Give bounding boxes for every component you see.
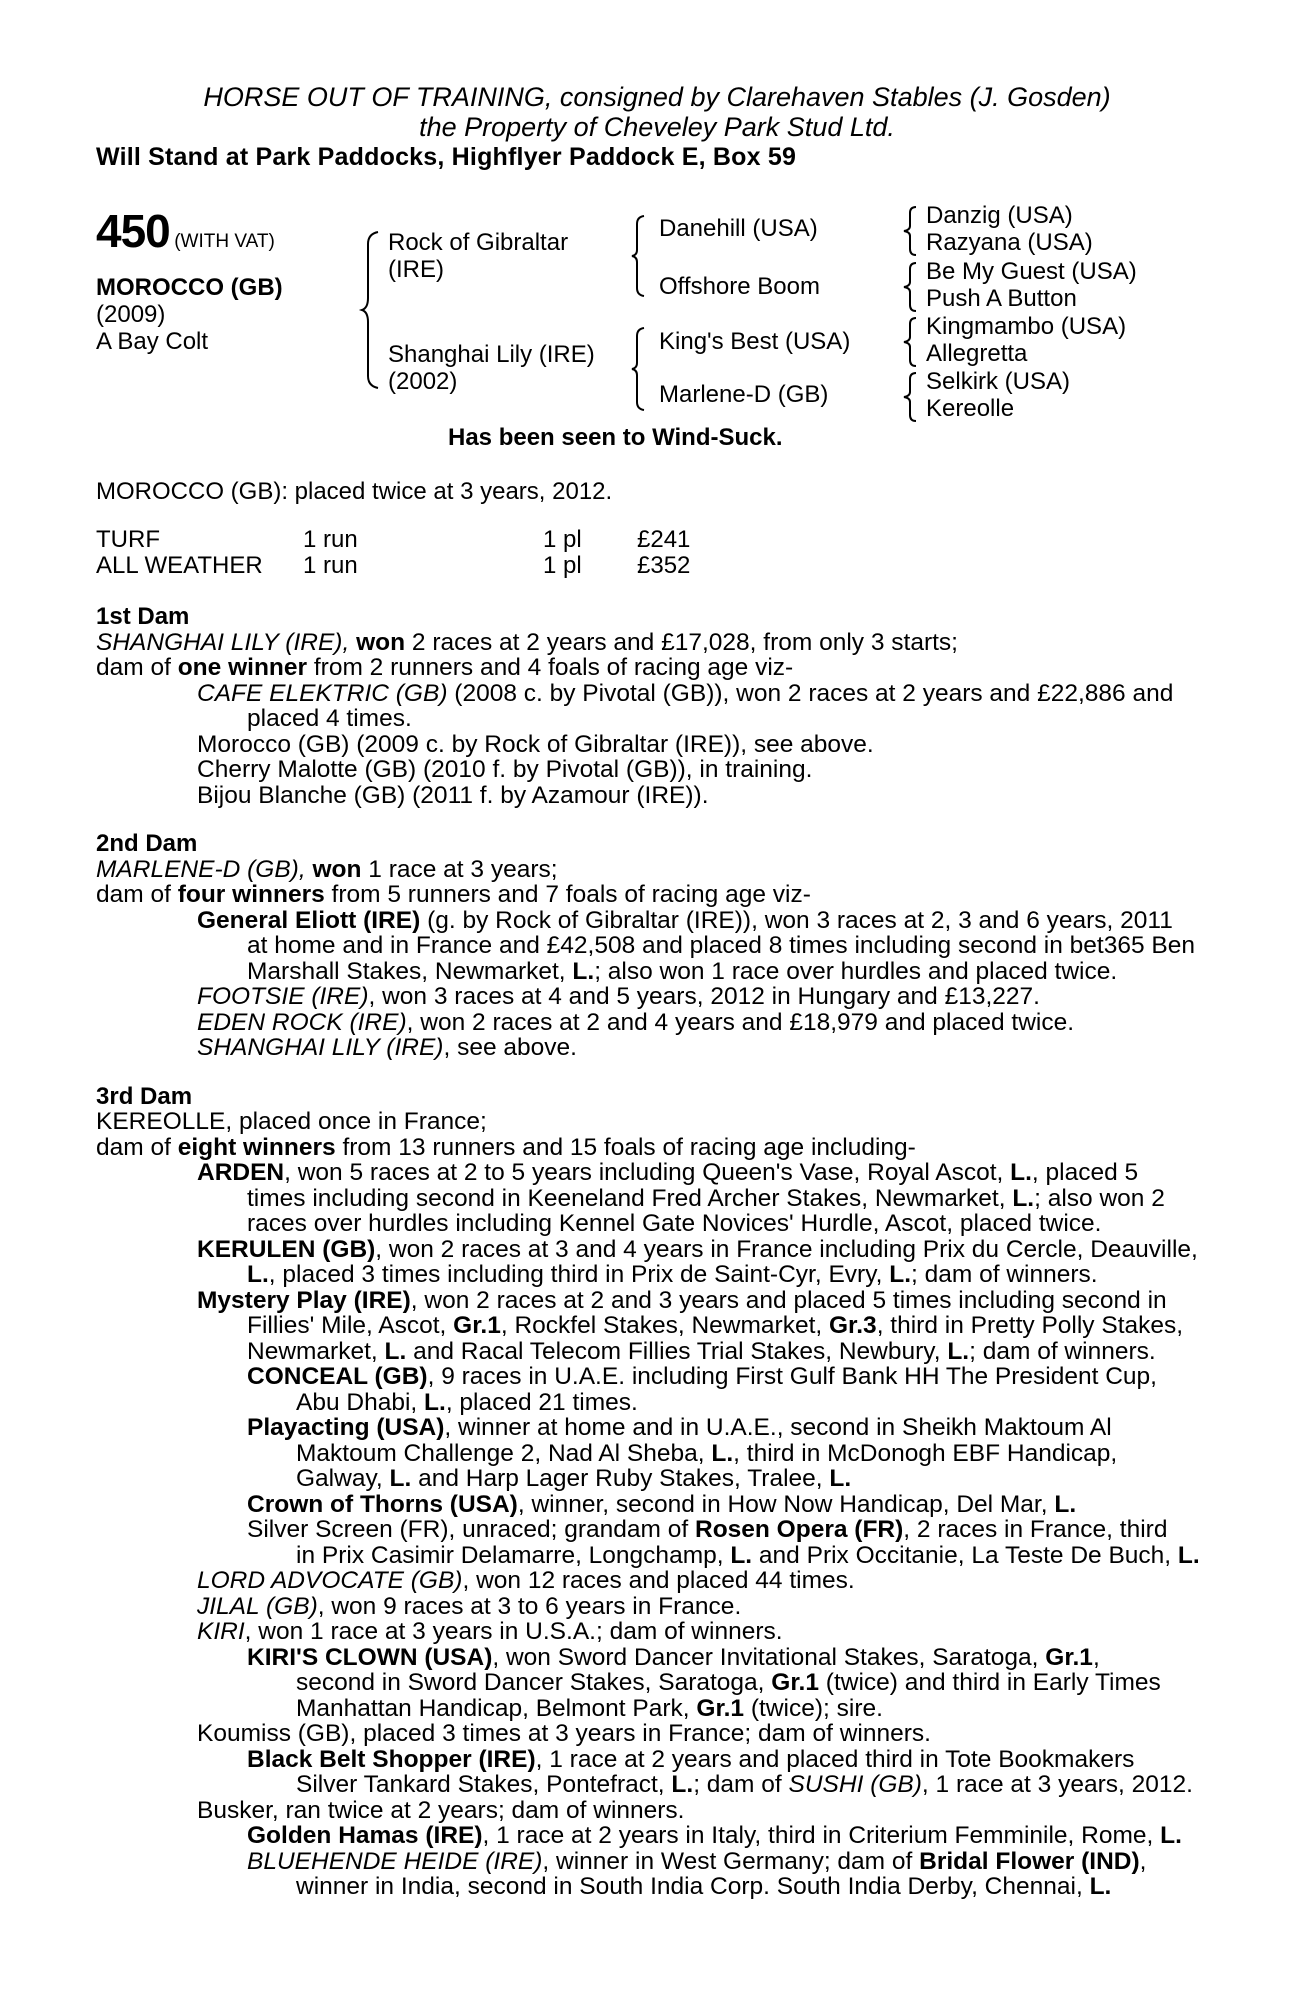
arden-2-c: ; also won 2 (1034, 1184, 1165, 1212)
dam2-line-1 (96, 857, 1206, 883)
dam1-won: won (356, 628, 406, 656)
kc-1-gr1: Gr.1 (1045, 1643, 1093, 1671)
playacting-2-listed: L. (711, 1439, 734, 1467)
bluehende-heide-line-1 (96, 1849, 1206, 1875)
silver-screen-line-2 (96, 1543, 1206, 1569)
dam2-line-5-a: Marshall Stakes, Newmarket, (247, 957, 573, 985)
dam1-line-2-c: from 2 runners and 4 foals of racing age viz- (307, 654, 794, 681)
mp-2-e: , third in Pretty Polly Stakes, (876, 1312, 1184, 1339)
silver-screen-1-c: , 2 races in France, third (903, 1516, 1168, 1543)
rosen-opera-name: Rosen Opera (FR) (695, 1516, 904, 1543)
playacting-3-a: Galway, (296, 1465, 390, 1492)
dam2-line-1-text: 1 race at 3 years; (361, 855, 558, 883)
dam1-line-5: Morocco (GB) (2009 c. by Rock of Gibraltar (IRE)), see above. (197, 730, 874, 758)
horse-year: (2009) (96, 301, 166, 328)
pedigree-dam-year: (2002) (388, 368, 458, 395)
mp-2-a: Fillies' Mile, Ascot, (247, 1312, 454, 1339)
pedigree-ggp-6: Allegretta (926, 340, 1028, 367)
koumiss-line: Koumiss (GB), placed 3 times at 3 years in France; dam of winners. (197, 1720, 931, 1747)
kc-2-gr1: Gr.1 (771, 1669, 819, 1696)
black-belt-line-2 (96, 1772, 1206, 1798)
bh-1-d: , (1139, 1847, 1147, 1875)
dam2-line-2 (96, 882, 1206, 908)
conceal-name: CONCEAL (GB) (247, 1363, 428, 1390)
kc-1-b: , won Sword Dancer Invitational Stakes, Saratoga, (492, 1643, 1046, 1671)
dam2-won: won (312, 855, 362, 883)
dam3-winners: eight winners (177, 1133, 336, 1161)
kerulen-line-2 (96, 1262, 1206, 1288)
pedigree-ggp-7: Selkirk (USA) (926, 368, 1071, 395)
kiri-name: KIRI (197, 1618, 245, 1645)
dam3-line-1: KEREOLLE, placed once in France; (96, 1108, 487, 1135)
kiri-line (96, 1619, 1206, 1645)
mp-3-c: and Racal Telecom Fillies Trial Stakes, Newbury, (406, 1337, 948, 1365)
sushi-name: SUSHI (GB) (788, 1771, 922, 1798)
pedigree-ggp-3: Be My Guest (USA) (926, 258, 1137, 285)
dam2-line-8 (96, 1035, 1206, 1061)
pedigree-sire-sire: Danehill (USA) (659, 215, 818, 242)
silver-screen-1-a: Silver Screen (FR), unraced; grandam of (247, 1516, 695, 1543)
pedigree-brace-dam (632, 326, 648, 412)
dam2-line-2-c: from 5 runners and 7 foals of racing age viz- (324, 881, 811, 908)
arden-2-a: times including second in Keeneland Fred Archer Stakes, Newmarket, (247, 1184, 1013, 1212)
lot-number-row (96, 204, 275, 258)
pedigree-brace-ggp-2 (904, 261, 920, 313)
kerulen-name: KERULEN (GB) (197, 1235, 376, 1263)
golden-hamas-line (96, 1823, 1206, 1849)
header-stand-location: Will Stand at Park Paddocks, Highflyer Paddock E, Box 59 (96, 143, 797, 171)
kerulen-2-listed: L. (247, 1261, 269, 1288)
header-line-2: the Property of Cheveley Park Stud Ltd. (419, 112, 895, 142)
dam3-line-2-c: from 13 runners and 15 foals of racing age including- (335, 1133, 916, 1161)
jilal-line (96, 1594, 1206, 1620)
playacting-3-listed-2: L. (829, 1465, 852, 1492)
black-belt-line-1 (96, 1747, 1206, 1773)
record-prize-aw: £352 (637, 552, 691, 579)
lord-advocate-line (96, 1568, 1206, 1594)
crown-of-thorns-listed: L. (1054, 1490, 1077, 1518)
conceal-line-2 (96, 1390, 1206, 1416)
silver-screen-2-listed-2: L. (1177, 1541, 1200, 1569)
pedigree-ggp-8: Kereolle (926, 395, 1015, 422)
bb-2-a: Silver Tankard Stakes, Pontefract, (296, 1771, 672, 1798)
kc-3-a: Manhattan Handicap, Belmont Park, (296, 1694, 697, 1722)
mystery-play-line-3 (96, 1339, 1206, 1365)
pedigree-sire-country: (IRE) (388, 256, 444, 283)
dam2-line-5-listed: L. (572, 957, 595, 985)
dam2-winners: four winners (177, 881, 325, 908)
bb-2-listed: L. (671, 1771, 694, 1798)
dam1-line-4: placed 4 times. (247, 705, 412, 732)
conceal-line-1 (96, 1364, 1206, 1390)
conceal-2-a: Abu Dhabi, (296, 1388, 425, 1416)
dam2-heading: 2nd Dam (96, 830, 198, 857)
mystery-play-name: Mystery Play (IRE) (197, 1286, 411, 1314)
busker-line: Busker, ran twice at 2 years; dam of winners. (197, 1796, 685, 1824)
dam1-line-1 (96, 630, 1206, 656)
dam1-foal-1-name: CAFE ELEKTRIC (GB) (197, 679, 448, 707)
kiris-clown-line-3 (96, 1696, 1206, 1722)
mp-3-listed-2: L. (947, 1337, 970, 1365)
dam2-line-5-c: ; also won 1 race over hurdles and placed twice. (594, 957, 1118, 985)
jilal-b: , won 9 races at 3 to 6 years in France. (317, 1592, 742, 1620)
mystery-play-line-1 (96, 1288, 1206, 1314)
playacting-name: Playacting (USA) (247, 1414, 445, 1441)
dam2-line-6-text: , won 3 races at 4 and 5 years, 2012 in Hungary and £13,227. (368, 983, 1040, 1010)
mp-2-c: , Rockfel Stakes, Newmarket, (500, 1312, 829, 1339)
lord-advocate-name: LORD ADVOCATE (GB) (197, 1567, 463, 1594)
kerulen-1-b: , won 2 races at 3 and 4 years in France including Prix du Cercle, Deauville, (375, 1235, 1198, 1263)
arden-1-b: , won 5 races at 2 to 5 years including Queen's Vase, Royal Ascot, (284, 1159, 1011, 1186)
dam1-winners: one winner (177, 654, 308, 681)
kc-1-d: , (1092, 1643, 1100, 1671)
dam1-name: SHANGHAI LILY (IRE), (96, 628, 350, 656)
mystery-play-line-2 (96, 1313, 1206, 1339)
pedigree-brace-ggp-4 (904, 371, 920, 423)
pedigree-ggp-2: Razyana (USA) (926, 229, 1093, 256)
horse-name: MOROCCO (GB) (96, 274, 283, 301)
pedigree-dam-dam: Marlene-D (GB) (659, 381, 829, 408)
gh-1-listed: L. (1160, 1822, 1182, 1849)
dam2-line-6 (96, 984, 1206, 1010)
mystery-play-1-b: , won 2 races at 2 and 3 years and placed 5 times including second in (410, 1286, 1167, 1314)
bluehende-heide-line-2 (96, 1874, 1206, 1900)
playacting-2-a: Maktoum Challenge 2, Nad Al Sheba, (296, 1439, 712, 1467)
arden-1-d: , placed 5 (1031, 1159, 1139, 1186)
record-surface-aw: ALL WEATHER (96, 552, 263, 579)
conceal-1-b: , 9 races in U.A.E. including First Gulf Bank HH The President Cup, (427, 1363, 1157, 1390)
pedigree-dam-sire: King's Best (USA) (659, 328, 851, 355)
playacting-3-listed: L. (389, 1465, 412, 1492)
dam1-line-6: Cherry Malotte (GB) (2010 f. by Pivotal (GB)), in training. (197, 756, 813, 783)
playacting-line-3 (96, 1466, 1206, 1492)
silver-screen-2-a: in Prix Casimir Delamarre, Longchamp, (296, 1541, 731, 1569)
pedigree-brace-sire (632, 214, 648, 298)
race-summary: MOROCCO (GB): placed twice at 3 years, 2012. (96, 478, 613, 505)
playacting-2-c: , third in McDonogh EBF Handicap, (733, 1439, 1118, 1467)
dam2-line-7-text: , won 2 races at 2 and 4 years and £18,979 and placed twice. (406, 1008, 1075, 1036)
mp-3-a: Newmarket, (247, 1337, 385, 1365)
pedigree-sire: Rock of Gibraltar (388, 229, 569, 256)
bb-1-b: , 1 race at 2 years and placed third in Tote Bookmakers (535, 1745, 1135, 1773)
crown-of-thorns-b: , winner, second in How Now Handicap, Del Mar, (517, 1490, 1055, 1518)
pedigree-dam: Shanghai Lily (IRE) (388, 341, 595, 368)
silver-screen-2-listed: L. (730, 1541, 753, 1569)
record-runs-turf: 1 run (303, 526, 358, 553)
pedigree-sire-dam: Offshore Boom (659, 273, 820, 300)
horse-description: A Bay Colt (96, 328, 209, 355)
header-line-1: HORSE OUT OF TRAINING, consigned by Clarehaven Stables (J. Gosden) (203, 82, 1111, 112)
arden-line-3: races over hurdles including Kennel Gate Novices' Hurdle, Ascot, placed twice. (247, 1210, 1102, 1237)
arden-line-2 (96, 1186, 1206, 1212)
dam2-name: MARLENE-D (GB), (96, 855, 306, 883)
playacting-line-1 (96, 1415, 1206, 1441)
kiris-clown-line-2 (96, 1670, 1206, 1696)
playacting-1-b: , winner at home and in U.A.E., second in Sheikh Maktoum Al (444, 1414, 1112, 1441)
pedigree-note: Has been seen to Wind-Suck. (448, 424, 783, 451)
crown-of-thorns-name: Crown of Thorns (USA) (247, 1490, 518, 1518)
dam1-line-2 (96, 655, 1206, 681)
record-runs-aw: 1 run (303, 552, 358, 579)
dam2-eden-rock: EDEN ROCK (IRE) (197, 1008, 407, 1036)
kerulen-2-b: , placed 3 times including third in Prix de Saint-Cyr, Evry, (268, 1261, 890, 1288)
bh-2-a: winner in India, second in South India Corp. South India Derby, Chennai, (296, 1873, 1090, 1900)
bluehende-heide-name: BLUEHENDE HEIDE (IRE) (247, 1847, 543, 1875)
mp-3-e: ; dam of winners. (969, 1337, 1156, 1365)
dam2-line-7 (96, 1010, 1206, 1036)
mp-2-gr1: Gr.1 (453, 1312, 501, 1339)
dam1-line-3 (96, 681, 1206, 707)
playacting-line-2 (96, 1441, 1206, 1467)
dam3-line-2 (96, 1135, 1206, 1161)
bh-1-b: , winner in West Germany; dam of (542, 1847, 920, 1875)
record-places-aw: 1 pl (543, 552, 582, 579)
dam1-line-1-text: 2 races at 2 years and £17,028, from only 3 starts; (405, 628, 958, 656)
pedigree-brace-ggp-1 (904, 205, 920, 257)
dam2-line-4: at home and in France and £42,508 and placed 8 times including second in bet365 Ben (247, 932, 1195, 959)
dam3-heading: 3rd Dam (96, 1082, 193, 1110)
conceal-2-listed: L. (424, 1388, 446, 1416)
kc-2-a: second in Sword Dancer Stakes, Saratoga, (296, 1669, 772, 1696)
dam2-shanghai-lily: SHANGHAI LILY (IRE) (197, 1034, 444, 1061)
kiri-b: , won 1 race at 3 years in U.S.A.; dam of winners. (244, 1618, 783, 1645)
arden-2-listed: L. (1012, 1184, 1035, 1212)
dam2-line-3 (96, 908, 1206, 934)
pedigree-ggp-4: Push A Button (926, 285, 1077, 312)
bh-2-listed: L. (1089, 1873, 1112, 1900)
kc-2-c: (twice) and third in Early Times (818, 1669, 1161, 1696)
pedigree-brace-ggp-3 (904, 316, 920, 368)
dam2-line-3-text: (g. by Rock of Gibraltar (IRE)), won 3 races at 2, 3 and 6 years, 2011 (420, 906, 1173, 934)
kiris-clown-line-1 (96, 1645, 1206, 1671)
dam1-foal-1-text: (2008 c. by Pivotal (GB)), won 2 races at 2 years and £22,886 and (447, 679, 1174, 707)
silver-screen-2-c: and Prix Occitanie, La Teste De Buch, (752, 1541, 1178, 1569)
bridal-flower-name: Bridal Flower (IND) (919, 1847, 1140, 1875)
record-prize-turf: £241 (637, 526, 691, 553)
dam1-line-2-a: dam of (96, 654, 178, 681)
kerulen-2-listed-2: L. (889, 1261, 912, 1288)
conceal-2-c: , placed 21 times. (445, 1388, 638, 1416)
lot-number: 450 (96, 205, 170, 257)
dam2-line-2-a: dam of (96, 881, 178, 908)
record-surface-turf: TURF (96, 526, 160, 553)
crown-of-thorns-line (96, 1492, 1206, 1518)
kiris-clown-name: KIRI'S CLOWN (USA) (247, 1643, 493, 1671)
silver-screen-line-1 (96, 1517, 1206, 1543)
pedigree-ggp-5: Kingmambo (USA) (926, 313, 1127, 340)
bb-2-e: , 1 race at 3 years, 2012. (921, 1771, 1193, 1798)
dam1-heading: 1st Dam (96, 603, 190, 630)
dam1-line-7: Bijou Blanche (GB) (2011 f. by Azamour (IRE)). (197, 781, 709, 809)
record-places-turf: 1 pl (543, 526, 582, 553)
arden-1-listed: L. (1010, 1159, 1032, 1186)
dam3-line-2-a: dam of (96, 1133, 178, 1161)
arden-line-1 (96, 1160, 1206, 1186)
gh-1-b: , 1 race at 2 years in Italy, third in Criterium Femminile, Rome, (482, 1822, 1161, 1849)
golden-hamas-name: Golden Hamas (IRE) (247, 1822, 483, 1849)
mp-3-listed: L. (384, 1337, 407, 1365)
arden-name: ARDEN (197, 1159, 285, 1186)
dam2-line-5 (96, 959, 1206, 985)
pedigree-brace-main (362, 230, 382, 390)
black-belt-shopper-name: Black Belt Shopper (IRE) (247, 1745, 536, 1773)
jilal-name: JILAL (GB) (197, 1592, 318, 1620)
lot-vat: (WITH VAT) (174, 231, 275, 252)
kerulen-line-1 (96, 1237, 1206, 1263)
dam2-footsie: FOOTSIE (IRE) (197, 983, 369, 1010)
kerulen-2-d: ; dam of winners. (911, 1261, 1098, 1288)
mp-2-gr3: Gr.3 (829, 1312, 877, 1339)
dam-sections (96, 604, 1206, 1900)
kc-3-c: (twice); sire. (744, 1694, 883, 1722)
playacting-3-c: and Harp Lager Ruby Stakes, Tralee, (411, 1465, 830, 1492)
pedigree-ggp-1: Danzig (USA) (926, 202, 1073, 229)
bb-2-c: ; dam of (693, 1771, 789, 1798)
dam2-line-8-text: , see above. (443, 1034, 577, 1061)
dam2-general-eliott: General Eliott (IRE) (197, 906, 421, 934)
lord-advocate-b: , won 12 races and placed 44 times. (462, 1567, 855, 1594)
kc-3-gr1: Gr.1 (696, 1694, 745, 1722)
